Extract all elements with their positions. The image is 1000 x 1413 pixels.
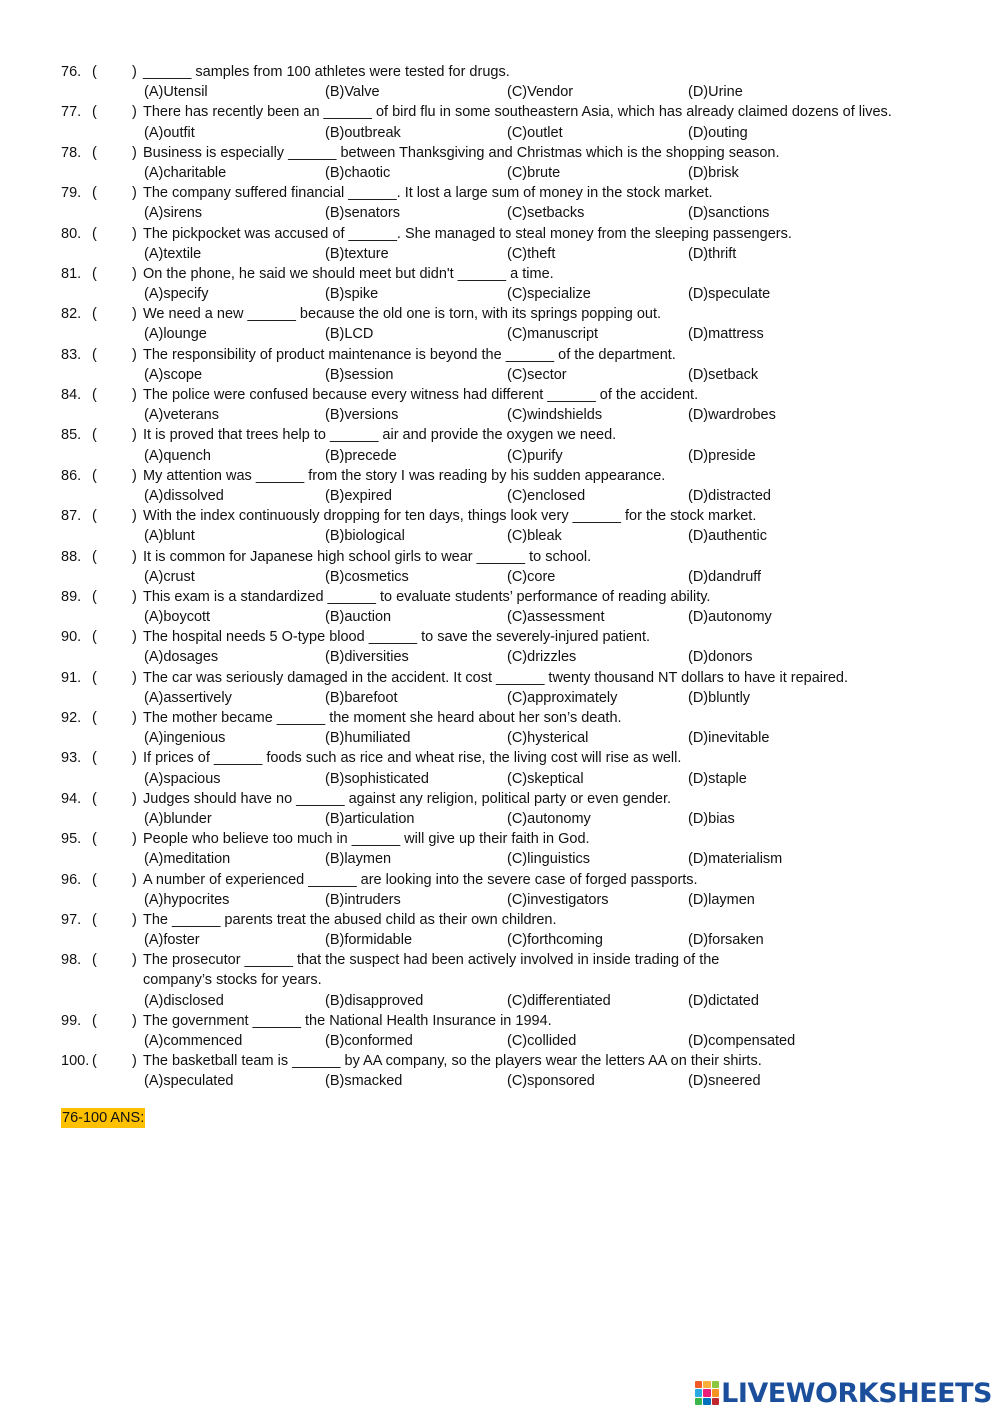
option-d: (D)laymen [688, 891, 755, 908]
options-row [0, 849, 1000, 869]
option-b: (B)biological [325, 528, 405, 545]
option-d: (D)sneered [688, 1073, 761, 1090]
question-text: The prosecutor ______ that the suspect had been actively involved in inside trading of the [143, 952, 720, 969]
logo-icon-cell [712, 1398, 719, 1405]
option-a: (A)specify [144, 286, 209, 303]
question-text: There has recently been an ______ of bird flu in some southeastern Asia, which has already claimed dozens of lives. [143, 104, 892, 121]
answer-blank-open-paren[interactable]: ( [92, 548, 97, 565]
liveworksheets-logo-icon [695, 1381, 719, 1405]
option-c: (C)bleak [507, 528, 562, 545]
question-stem-line [0, 950, 1000, 970]
option-c: (C)sector [507, 366, 567, 383]
options-row [0, 526, 1000, 546]
option-a: (A)dissolved [144, 487, 224, 504]
options-row [0, 365, 1000, 385]
option-d: (D)distracted [688, 487, 771, 504]
option-c: (C)autonomy [507, 810, 591, 827]
question-text: The company suffered financial ______. It lost a large sum of money in the stock market. [143, 185, 713, 202]
question-number: 81. [61, 265, 82, 282]
option-b: (B)senators [325, 205, 400, 222]
question-stem-line [0, 264, 1000, 284]
option-c: (C)Vendor [507, 84, 574, 101]
option-b: (B)laymen [325, 851, 392, 868]
option-c: (C)setbacks [507, 205, 585, 222]
question-number: 84. [61, 387, 82, 403]
question-number: 78. [61, 144, 82, 161]
answer-blank-open-paren[interactable]: ( [92, 750, 97, 767]
option-a: (A)textile [144, 245, 202, 262]
answer-blank-open-paren[interactable]: ( [92, 346, 97, 363]
question-number: 80. [61, 225, 82, 242]
options-row [0, 123, 1000, 143]
question-stem-line [0, 708, 1000, 728]
logo-icon-cell [712, 1389, 719, 1396]
option-a: (A)meditation [144, 851, 231, 868]
answer-blank-open-paren[interactable]: ( [92, 306, 97, 323]
question-stem-continuation [0, 970, 1000, 990]
question-item [0, 304, 1000, 344]
answer-blank-close-paren: ) [132, 750, 137, 767]
question-text: Business is especially ______ between Thanksgiving and Christmas which is the shopping season. [143, 144, 780, 161]
option-d: (D)inevitable [688, 730, 770, 747]
question-number: 76. [61, 64, 82, 80]
question-text: We need a new ______ because the old one is torn, with its springs popping out. [143, 306, 662, 323]
option-d: (D)wardrobes [688, 407, 776, 424]
question-number: 92. [61, 710, 82, 726]
answer-blank-open-paren[interactable]: ( [92, 871, 97, 888]
question-number: 97. [61, 911, 82, 928]
option-a: (A)veterans [144, 407, 219, 424]
question-item [0, 224, 1000, 264]
question-item [0, 789, 1000, 829]
options-row [0, 809, 1000, 829]
option-c: (C)windshields [507, 407, 603, 424]
option-a: (A)Utensil [144, 84, 208, 101]
option-a: (A)charitable [144, 164, 227, 181]
question-stem-line [0, 1051, 1000, 1071]
option-d: (D)compensated [688, 1033, 796, 1049]
question-text: On the phone, he said we should meet but didn't ______ a time. [143, 265, 554, 282]
question-item [0, 1011, 1000, 1051]
question-stem-line [0, 425, 1000, 445]
option-d: (D)bluntly [688, 689, 751, 706]
option-c: (C)linguistics [507, 851, 590, 868]
question-item [0, 870, 1000, 910]
option-b: (B)session [325, 366, 394, 383]
option-b: (B)conformed [325, 1033, 413, 1049]
option-a: (A)hypocrites [144, 891, 230, 908]
options-row [0, 1031, 1000, 1051]
option-d: (D)donors [688, 649, 753, 666]
option-a: (A)disclosed [144, 992, 224, 1009]
question-text: The mother became ______ the moment she heard about her son’s death. [143, 710, 622, 726]
answer-blank-close-paren: ) [132, 64, 137, 80]
option-b: (B)auction [325, 609, 392, 626]
question-item [0, 587, 1000, 627]
answer-blank-open-paren[interactable]: ( [92, 144, 97, 161]
answer-blank-open-paren[interactable]: ( [92, 64, 97, 80]
option-d: (D)brisk [688, 164, 739, 181]
answer-blank-close-paren: ) [132, 306, 137, 323]
answer-blank-open-paren[interactable]: ( [92, 467, 97, 484]
question-item [0, 668, 1000, 708]
option-c: (C)forthcoming [507, 932, 603, 949]
option-a: (A)sirens [144, 205, 203, 222]
answer-blank-close-paren: ) [132, 104, 137, 121]
question-item [0, 183, 1000, 223]
answer-blank-open-paren[interactable]: ( [92, 911, 97, 928]
option-a: (A)boycott [144, 609, 211, 626]
option-b: (B)expired [325, 487, 392, 504]
question-stem-line [0, 143, 1000, 163]
answer-blank-close-paren: ) [132, 588, 137, 605]
brand-text: LIVEWORKSHEETS [721, 1377, 992, 1409]
answer-blank-open-paren[interactable]: ( [92, 104, 97, 121]
option-d: (D)preside [688, 447, 756, 464]
answer-blank-open-paren[interactable]: ( [92, 1053, 97, 1070]
question-item [0, 547, 1000, 587]
question-stem-line [0, 668, 1000, 688]
option-b: (B)precede [325, 447, 397, 464]
option-c: (C)skeptical [507, 770, 584, 787]
option-b: (B)sophisticated [325, 770, 429, 787]
question-text: The hospital needs 5 O-type blood ______ to save the severely-injured patient. [143, 629, 651, 646]
answer-blank-open-paren[interactable]: ( [92, 387, 97, 403]
options-row [0, 446, 1000, 466]
question-item [0, 102, 1000, 142]
option-d: (D)staple [688, 770, 747, 787]
option-d: (D)forsaken [688, 932, 764, 949]
question-item [0, 1051, 1000, 1091]
answer-blank-close-paren: ) [132, 629, 137, 646]
option-d: (D)mattress [688, 326, 764, 343]
options-row [0, 203, 1000, 223]
answer-blank-close-paren: ) [132, 952, 137, 969]
question-stem-line [0, 627, 1000, 647]
answer-blank-close-paren: ) [132, 548, 137, 565]
option-b: (B)intruders [325, 891, 401, 908]
option-a: (A)blunt [144, 528, 195, 545]
option-a: (A)quench [144, 447, 211, 464]
answer-blank-close-paren: ) [132, 790, 137, 807]
option-b: (B)versions [325, 407, 399, 424]
option-c: (C)drizzles [507, 649, 577, 666]
answer-blank-open-paren[interactable]: ( [92, 669, 97, 686]
question-list [0, 62, 1000, 1092]
question-number: 90. [61, 629, 82, 646]
question-item [0, 829, 1000, 869]
question-stem-line [0, 385, 1000, 405]
answer-blank-close-paren: ) [132, 669, 137, 686]
answer-blank-close-paren: ) [132, 871, 137, 888]
option-a: (A)assertively [144, 689, 232, 706]
question-item [0, 466, 1000, 506]
question-text: The police were confused because every witness had different ______ of the accident. [143, 387, 699, 403]
question-text: People who believe too much in ______ will give up their faith in God. [143, 831, 590, 848]
logo-icon-cell [695, 1381, 702, 1388]
question-stem-line [0, 102, 1000, 122]
option-b: (B)humiliated [325, 730, 411, 747]
option-d: (D)dictated [688, 992, 759, 1009]
option-a: (A)crust [144, 568, 195, 585]
option-a: (A)dosages [144, 649, 219, 666]
answer-blank-close-paren: ) [132, 710, 137, 726]
question-number: 91. [61, 669, 82, 686]
option-c: (C)purify [507, 447, 563, 464]
answer-blank-close-paren: ) [132, 831, 137, 848]
answer-blank-close-paren: ) [132, 467, 137, 484]
logo-icon-cell [703, 1398, 710, 1405]
question-number: 87. [61, 508, 82, 525]
logo-icon-cell [695, 1398, 702, 1405]
option-a: (A)lounge [144, 326, 207, 343]
answer-blank-open-paren[interactable]: ( [92, 185, 97, 202]
question-text: The basketball team is ______ by AA company, so the players wear the letters AA on their shirts. [143, 1053, 762, 1070]
question-number: 100. [61, 1053, 90, 1070]
answer-blank-close-paren: ) [132, 225, 137, 242]
option-d: (D)sanctions [688, 205, 770, 222]
options-row [0, 688, 1000, 708]
answer-blank-close-paren: ) [132, 265, 137, 282]
logo-icon-cell [695, 1389, 702, 1396]
option-d: (D)outing [688, 124, 748, 141]
options-row [0, 324, 1000, 344]
question-number: 85. [61, 427, 82, 444]
question-text: The responsibility of product maintenance is beyond the ______ of the department. [143, 346, 676, 363]
option-b: (B)texture [325, 245, 389, 262]
options-row [0, 991, 1000, 1011]
question-text: Judges should have no ______ against any religion, political party or even gender. [143, 790, 672, 807]
options-row [0, 486, 1000, 506]
question-stem-line [0, 62, 1000, 82]
options-row [0, 930, 1000, 950]
question-number: 93. [61, 750, 82, 767]
answer-blank-open-paren[interactable]: ( [92, 508, 97, 525]
options-row [0, 567, 1000, 587]
option-a: (A)spacious [144, 770, 221, 787]
option-c: (C)differentiated [507, 992, 611, 1009]
options-row [0, 647, 1000, 667]
option-c: (C)theft [507, 245, 556, 262]
logo-icon-cell [703, 1389, 710, 1396]
question-stem-line [0, 506, 1000, 526]
question-number: 83. [61, 346, 82, 363]
option-b: (B)outbreak [325, 124, 401, 141]
question-text: If prices of ______ foods such as rice and wheat rise, the living cost will rise as well. [143, 750, 682, 767]
question-number: 95. [61, 831, 82, 848]
answer-blank-open-paren[interactable]: ( [92, 710, 97, 726]
option-c: (C)investigators [507, 891, 609, 908]
option-b: (B)articulation [325, 810, 415, 827]
question-stem-line [0, 466, 1000, 486]
question-text: It is proved that trees help to ______ air and provide the oxygen we need. [143, 427, 617, 444]
options-row [0, 890, 1000, 910]
answer-blank-close-paren: ) [132, 387, 137, 403]
option-a: (A)foster [144, 932, 200, 949]
question-item [0, 264, 1000, 304]
option-c: (C)collided [507, 1033, 577, 1049]
answer-blank-open-paren[interactable]: ( [92, 831, 97, 848]
question-item [0, 62, 1000, 102]
options-row [0, 1071, 1000, 1091]
option-c: (C)outlet [507, 124, 563, 141]
question-stem-line [0, 1011, 1000, 1031]
question-text: ______ samples from 100 athletes were tested for drugs. [143, 64, 510, 80]
question-stem-line [0, 547, 1000, 567]
question-stem-line [0, 304, 1000, 324]
question-stem-line [0, 183, 1000, 203]
answer-blank-close-paren: ) [132, 346, 137, 363]
question-stem-line [0, 748, 1000, 768]
option-d: (D)materialism [688, 851, 783, 868]
question-text: company’s stocks for years. [143, 972, 322, 989]
question-item [0, 950, 1000, 1011]
answer-blank-open-paren[interactable]: ( [92, 790, 97, 807]
answer-blank-close-paren: ) [132, 911, 137, 928]
option-b: (B)smacked [325, 1073, 403, 1090]
question-stem-line [0, 870, 1000, 890]
answer-blank-open-paren[interactable]: ( [92, 952, 97, 969]
question-number: 79. [61, 185, 82, 202]
option-a: (A)ingenious [144, 730, 226, 747]
answer-blank-close-paren: ) [132, 144, 137, 161]
options-row [0, 728, 1000, 748]
question-text: This exam is a standardized ______ to evaluate students’ performance of reading ability. [143, 588, 711, 605]
option-b: (B)cosmetics [325, 568, 409, 585]
answer-blank-close-paren: ) [132, 427, 137, 444]
question-number: 89. [61, 588, 82, 605]
option-a: (A)outfit [144, 124, 195, 141]
answer-label[interactable]: 76-100 ANS: [62, 1110, 145, 1126]
question-text: The ______ parents treat the abused child as their own children. [143, 911, 557, 928]
option-c: (C)core [507, 568, 556, 585]
question-number: 88. [61, 548, 82, 565]
options-row [0, 405, 1000, 425]
options-row [0, 244, 1000, 264]
question-stem-line [0, 910, 1000, 930]
question-text: With the index continuously dropping for ten days, things look very ______ for the stock market. [143, 508, 757, 525]
option-b: (B)formidable [325, 932, 413, 949]
options-row [0, 284, 1000, 304]
option-d: (D)authentic [688, 528, 767, 545]
option-a: (A)scope [144, 366, 203, 383]
question-text: The government ______ the National Health Insurance in 1994. [143, 1012, 552, 1029]
option-b: (B)disapproved [325, 992, 424, 1009]
options-row [0, 769, 1000, 789]
question-text: It is common for Japanese high school girls to wear ______ to school. [143, 548, 592, 565]
question-stem-line [0, 789, 1000, 809]
question-number: 86. [61, 467, 82, 484]
question-text: The car was seriously damaged in the accident. It cost ______ twenty thousand NT dollars to have it repaired. [143, 669, 848, 686]
question-number: 96. [61, 871, 82, 888]
option-b: (B)chaotic [325, 164, 391, 181]
answer-blank-close-paren: ) [132, 508, 137, 525]
question-number: 94. [61, 790, 82, 807]
question-stem-line [0, 829, 1000, 849]
question-number: 82. [61, 306, 82, 323]
option-c: (C)hysterical [507, 730, 589, 747]
option-b: (B)Valve [325, 84, 380, 101]
answer-blank-close-paren: ) [132, 1012, 137, 1029]
option-c: (C)sponsored [507, 1073, 595, 1090]
logo-icon-cell [712, 1381, 719, 1388]
question-item [0, 385, 1000, 425]
question-item [0, 506, 1000, 546]
question-item [0, 708, 1000, 748]
answer-blank-open-paren[interactable]: ( [92, 265, 97, 282]
option-d: (D)setback [688, 366, 759, 383]
option-b: (B)LCD [325, 326, 374, 343]
question-item [0, 627, 1000, 667]
option-b: (B)barefoot [325, 689, 398, 706]
answer-blank-open-paren[interactable]: ( [92, 427, 97, 444]
question-item [0, 425, 1000, 465]
question-number: 77. [61, 104, 82, 121]
question-text: The pickpocket was accused of ______. She managed to steal money from the sleeping passengers. [143, 225, 792, 242]
option-c: (C)brute [507, 164, 561, 181]
question-item [0, 748, 1000, 788]
question-text: My attention was ______ from the story I was reading by his sudden appearance. [143, 467, 666, 484]
answer-blank-open-paren[interactable]: ( [92, 1012, 97, 1029]
options-row [0, 607, 1000, 627]
option-d: (D)thrift [688, 245, 737, 262]
question-text: A number of experienced ______ are looking into the severe case of forged passports. [143, 871, 698, 888]
logo-icon-cell [703, 1381, 710, 1388]
option-c: (C)enclosed [507, 487, 586, 504]
question-stem-line [0, 345, 1000, 365]
question-number: 98. [61, 952, 82, 969]
options-row [0, 163, 1000, 183]
answer-blank-close-paren: ) [132, 185, 137, 202]
answer-blank-open-paren[interactable]: ( [92, 588, 97, 605]
option-a: (A)speculated [144, 1073, 234, 1090]
option-a: (A)blunder [144, 810, 212, 827]
answer-blank-close-paren: ) [132, 1053, 137, 1070]
answer-blank-open-paren[interactable]: ( [92, 225, 97, 242]
option-c: (C)manuscript [507, 326, 599, 343]
answer-blank-open-paren[interactable]: ( [92, 629, 97, 646]
option-d: (D)speculate [688, 286, 771, 303]
question-item [0, 143, 1000, 183]
question-item [0, 910, 1000, 950]
question-item [0, 345, 1000, 385]
liveworksheets-logo [695, 1376, 992, 1410]
options-row [0, 82, 1000, 102]
option-b: (B)diversities [325, 649, 409, 666]
question-stem-line [0, 587, 1000, 607]
option-c: (C)approximately [507, 689, 618, 706]
option-d: (D)dandruff [688, 568, 762, 585]
option-a: (A)commenced [144, 1033, 243, 1049]
option-d: (D)bias [688, 810, 735, 827]
option-d: (D)Urine [688, 84, 743, 101]
question-number: 99. [61, 1012, 82, 1029]
option-c: (C)assessment [507, 609, 605, 626]
option-b: (B)spike [325, 286, 379, 303]
question-stem-line [0, 224, 1000, 244]
option-c: (C)specialize [507, 286, 591, 303]
option-d: (D)autonomy [688, 609, 772, 626]
